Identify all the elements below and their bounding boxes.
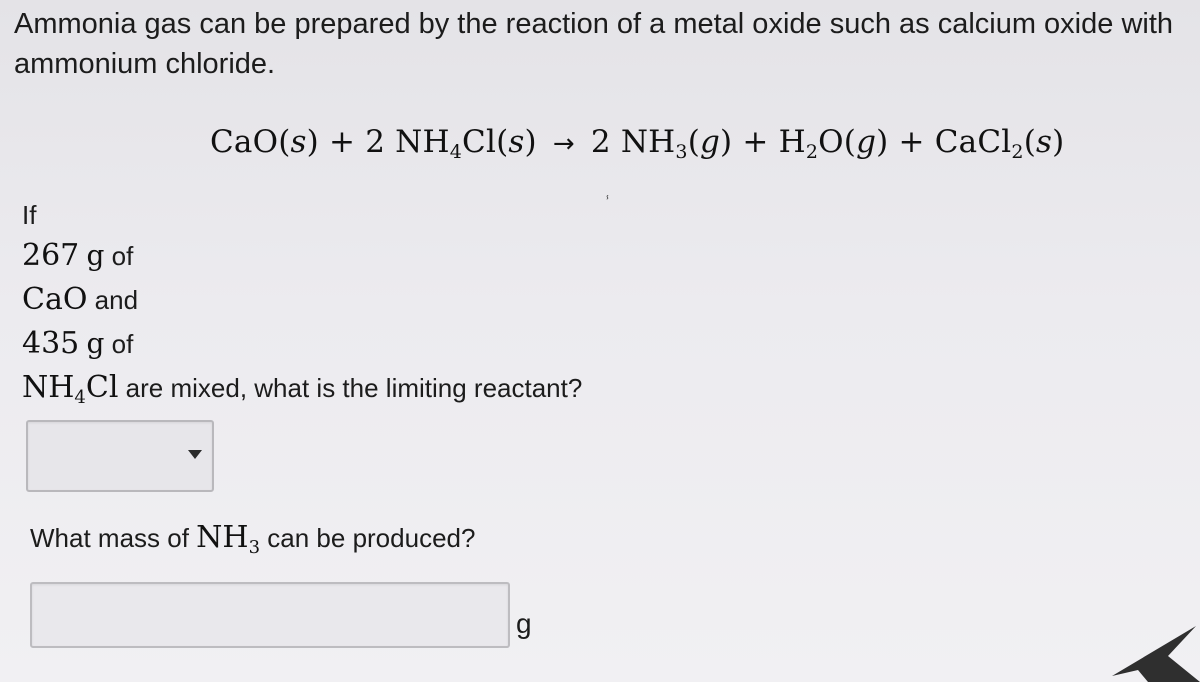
compound1-line	[22, 278, 582, 322]
mass-question	[30, 520, 476, 558]
caret-down-icon	[188, 450, 202, 459]
compound1-formula: CaO	[22, 282, 88, 317]
eq-arrow: →	[552, 129, 575, 159]
of-label: of	[111, 329, 134, 359]
compound2-line	[22, 366, 582, 410]
limiting-question-block	[22, 196, 582, 410]
eq-plus: +	[742, 124, 769, 160]
eq-product-nh3: 2 $NH_3(g)$	[590, 124, 733, 163]
mass1-unit: g	[86, 239, 105, 272]
mouse-pointer-icon	[1108, 624, 1200, 682]
mass-answer-input[interactable]	[30, 582, 510, 648]
if-label: If	[22, 200, 37, 230]
question-intro: Ammonia gas can be prepared by the reaction of a metal oxide such as calcium oxide with ammonium chloride.	[14, 8, 1174, 80]
mass2-unit: g	[86, 327, 105, 360]
chemical-equation	[210, 122, 1064, 164]
mass-unit-label: g	[516, 608, 532, 639]
mass-question-prefix: What mass of	[30, 523, 189, 553]
eq-reactant-nh4cl: 2 $NH_4Cl(s)$	[365, 124, 537, 163]
mass-question-suffix: can be produced?	[267, 523, 476, 553]
eq-product-h2o: $H_2O(g)$	[778, 124, 889, 163]
mass1-line	[22, 234, 582, 278]
of-label: of	[111, 241, 134, 271]
if-line	[22, 196, 582, 234]
limiting-reactant-dropdown[interactable]	[26, 420, 214, 492]
eq-product-cacl2: CaCl$_2$(s)	[934, 124, 1065, 163]
eq-reactant-cao: CaO(s)	[210, 124, 319, 160]
eq-plus: +	[898, 124, 925, 160]
mass1-value: 267	[22, 238, 80, 273]
compound2-formula: $NH_4Cl$	[22, 370, 119, 408]
eq-plus: +	[328, 124, 356, 160]
mass2-line	[22, 322, 582, 366]
and-label: and	[94, 285, 139, 315]
mass2-value: 435	[22, 326, 80, 361]
text-cursor-icon: ⸯ	[604, 196, 611, 210]
limiting-question-text: are mixed, what is the limiting reactant?	[125, 373, 583, 403]
mass-question-formula: $NH_3$	[196, 520, 261, 558]
